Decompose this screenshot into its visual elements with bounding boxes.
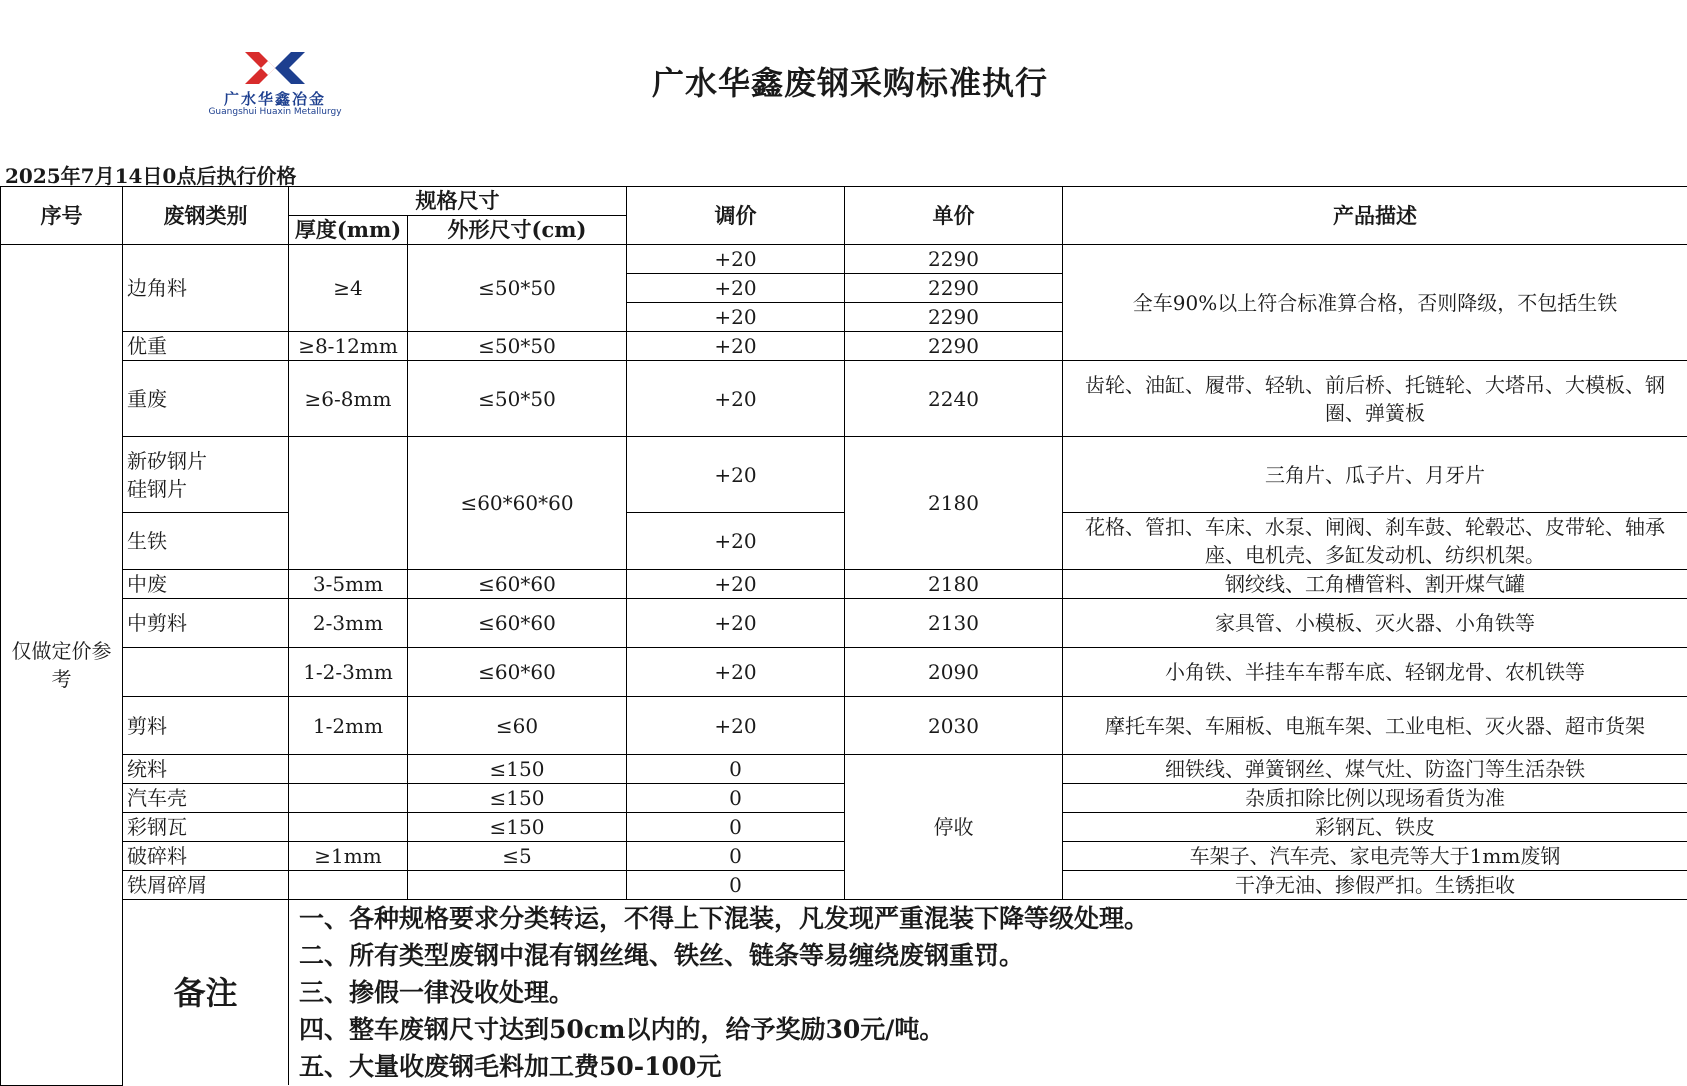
row-category: 中废 bbox=[123, 570, 289, 599]
header-desc: 产品描述 bbox=[1063, 187, 1687, 245]
row-price: 2180 bbox=[845, 570, 1063, 599]
row-thickness bbox=[289, 813, 408, 842]
row-size: ≤50*50 bbox=[408, 361, 627, 437]
row-thickness bbox=[289, 784, 408, 813]
row-price: 2130 bbox=[845, 599, 1063, 648]
notes-list bbox=[289, 900, 1687, 1086]
row-size: ≤150 bbox=[408, 813, 627, 842]
row-category: 破碎料 bbox=[123, 842, 289, 871]
header-size: 外形尺寸(cm) bbox=[408, 216, 627, 245]
row-price: 2090 bbox=[845, 648, 1063, 697]
company-logo bbox=[190, 50, 360, 118]
logo-mark-icon bbox=[237, 50, 313, 86]
row-desc: 钢绞线、工角槽管料、割开煤气罐 bbox=[1063, 570, 1687, 599]
row-category: 生铁 bbox=[123, 513, 289, 570]
row-category: 彩钢瓦 bbox=[123, 813, 289, 842]
row-thickness: ≥6-8mm bbox=[289, 361, 408, 437]
row-category: 铁屑碎屑 bbox=[123, 871, 289, 900]
header-adjust: 调价 bbox=[627, 187, 845, 245]
row-category bbox=[123, 648, 289, 697]
notes-label: 备注 bbox=[123, 900, 289, 1086]
header-thickness: 厚度(mm) bbox=[289, 216, 408, 245]
row-size bbox=[408, 871, 627, 900]
table-row bbox=[1, 513, 1687, 570]
logo-company-cn: 广水华鑫冶金 bbox=[190, 88, 360, 109]
header-spec: 规格尺寸 bbox=[289, 187, 627, 216]
note-item: 三、掺假一律没收处理。 bbox=[299, 974, 1687, 1011]
row-thickness: ≥8-12mm bbox=[289, 332, 408, 361]
row-desc: 齿轮、油缸、履带、轻轨、前后桥、托链轮、大塔吊、大模板、钢圈、弹簧板 bbox=[1063, 361, 1687, 437]
table-row bbox=[1, 361, 1687, 437]
row-size: ≤60 bbox=[408, 697, 627, 755]
row-size: ≤60*60*60 bbox=[408, 437, 627, 570]
reference-note: 仅做定价参考 bbox=[1, 245, 123, 1086]
row-category: 重废 bbox=[123, 361, 289, 437]
row-category: 汽车壳 bbox=[123, 784, 289, 813]
row-size: ≤50*50 bbox=[408, 332, 627, 361]
table-row bbox=[1, 245, 1687, 274]
row-size: ≤50*50 bbox=[408, 245, 627, 332]
row-size: ≤5 bbox=[408, 842, 627, 871]
table-row bbox=[1, 570, 1687, 599]
header-category: 废钢类别 bbox=[123, 187, 289, 245]
notes-row bbox=[1, 900, 1687, 1086]
row-thickness: ≥4 bbox=[289, 245, 408, 332]
row-adjust: +20 bbox=[627, 303, 845, 332]
row-adjust: 0 bbox=[627, 813, 845, 842]
row-price: 停收 bbox=[845, 755, 1063, 900]
row-size: ≤60*60 bbox=[408, 599, 627, 648]
table-row bbox=[1, 437, 1687, 513]
note-item: 四、整车废钢尺寸达到50cm以内的，给予奖励30元/吨。 bbox=[299, 1011, 1687, 1048]
row-category: 新矽钢片 硅钢片 bbox=[123, 437, 289, 513]
row-desc: 全车90%以上符合标准算合格，否则降级，不包括生铁 bbox=[1063, 245, 1687, 361]
note-item: 二、所有类型废钢中混有钢丝绳、铁丝、链条等易缠绕废钢重罚。 bbox=[299, 937, 1687, 974]
row-size: ≤150 bbox=[408, 784, 627, 813]
table-row bbox=[1, 784, 1687, 813]
row-category: 统料 bbox=[123, 755, 289, 784]
row-desc: 彩钢瓦、铁皮 bbox=[1063, 813, 1687, 842]
row-desc: 家具管、小模板、灭火器、小角铁等 bbox=[1063, 599, 1687, 648]
table-row bbox=[1, 648, 1687, 697]
row-price: 2290 bbox=[845, 274, 1063, 303]
row-desc: 干净无油、掺假严扣。生锈拒收 bbox=[1063, 871, 1687, 900]
page-title: 广水华鑫废钢采购标准执行 bbox=[560, 58, 1140, 104]
row-adjust: +20 bbox=[627, 513, 845, 570]
row-desc: 小角铁、半挂车车帮车底、轻钢龙骨、农机铁等 bbox=[1063, 648, 1687, 697]
row-category: 边角料 bbox=[123, 245, 289, 332]
row-adjust: +20 bbox=[627, 274, 845, 303]
row-thickness: 1-2-3mm bbox=[289, 648, 408, 697]
row-desc: 三角片、瓜子片、月牙片 bbox=[1063, 437, 1687, 513]
row-thickness: ≥1mm bbox=[289, 842, 408, 871]
header-row bbox=[1, 187, 1687, 216]
row-desc: 摩托车架、车厢板、电瓶车架、工业电柜、灭火器、超市货架 bbox=[1063, 697, 1687, 755]
logo-company-en: Guangshui Huaxin Metallurgy bbox=[190, 107, 360, 117]
row-price: 2290 bbox=[845, 303, 1063, 332]
row-price: 2030 bbox=[845, 697, 1063, 755]
note-item: 五、大量收废钢毛料加工费50-100元 bbox=[299, 1048, 1687, 1085]
header-price: 单价 bbox=[845, 187, 1063, 245]
row-adjust: +20 bbox=[627, 599, 845, 648]
row-size: ≤60*60 bbox=[408, 570, 627, 599]
row-category: 中剪料 bbox=[123, 599, 289, 648]
row-thickness bbox=[289, 755, 408, 784]
row-adjust: +20 bbox=[627, 570, 845, 599]
price-table bbox=[0, 186, 1687, 1086]
row-adjust: +20 bbox=[627, 332, 845, 361]
row-price: 2240 bbox=[845, 361, 1063, 437]
row-adjust: +20 bbox=[627, 648, 845, 697]
row-adjust: 0 bbox=[627, 784, 845, 813]
row-size: ≤60*60 bbox=[408, 648, 627, 697]
row-desc: 车架子、汽车壳、家电壳等大于1mm废钢 bbox=[1063, 842, 1687, 871]
table-row bbox=[1, 842, 1687, 871]
row-category: 优重 bbox=[123, 332, 289, 361]
row-desc: 花格、管扣、车床、水泵、闸阀、刹车鼓、轮毂芯、皮带轮、轴承座、电机壳、多缸发动机、纺织机架。 bbox=[1063, 513, 1687, 570]
row-price: 2180 bbox=[845, 437, 1063, 570]
effective-date: 2025年7月14日0点后执行价格 bbox=[5, 160, 296, 189]
row-thickness bbox=[289, 437, 408, 570]
row-thickness: 1-2mm bbox=[289, 697, 408, 755]
table-row bbox=[1, 755, 1687, 784]
table-row bbox=[1, 599, 1687, 648]
table-row bbox=[1, 813, 1687, 842]
row-desc: 细铁线、弹簧钢丝、煤气灶、防盗门等生活杂铁 bbox=[1063, 755, 1687, 784]
row-adjust: +20 bbox=[627, 245, 845, 274]
row-thickness: 2-3mm bbox=[289, 599, 408, 648]
note-item: 一、各种规格要求分类转运，不得上下混装，凡发现严重混装下降等级处理。 bbox=[299, 900, 1687, 937]
row-category: 剪料 bbox=[123, 697, 289, 755]
table-row bbox=[1, 871, 1687, 900]
row-adjust: +20 bbox=[627, 437, 845, 513]
table-row bbox=[1, 697, 1687, 755]
row-adjust: +20 bbox=[627, 361, 845, 437]
row-adjust: 0 bbox=[627, 842, 845, 871]
row-thickness: 3-5mm bbox=[289, 570, 408, 599]
row-price: 2290 bbox=[845, 332, 1063, 361]
row-desc: 杂质扣除比例以现场看货为准 bbox=[1063, 784, 1687, 813]
row-size: ≤150 bbox=[408, 755, 627, 784]
row-thickness bbox=[289, 871, 408, 900]
row-adjust: 0 bbox=[627, 871, 845, 900]
row-adjust: 0 bbox=[627, 755, 845, 784]
header-index: 序号 bbox=[1, 187, 123, 245]
row-price: 2290 bbox=[845, 245, 1063, 274]
row-adjust: +20 bbox=[627, 697, 845, 755]
